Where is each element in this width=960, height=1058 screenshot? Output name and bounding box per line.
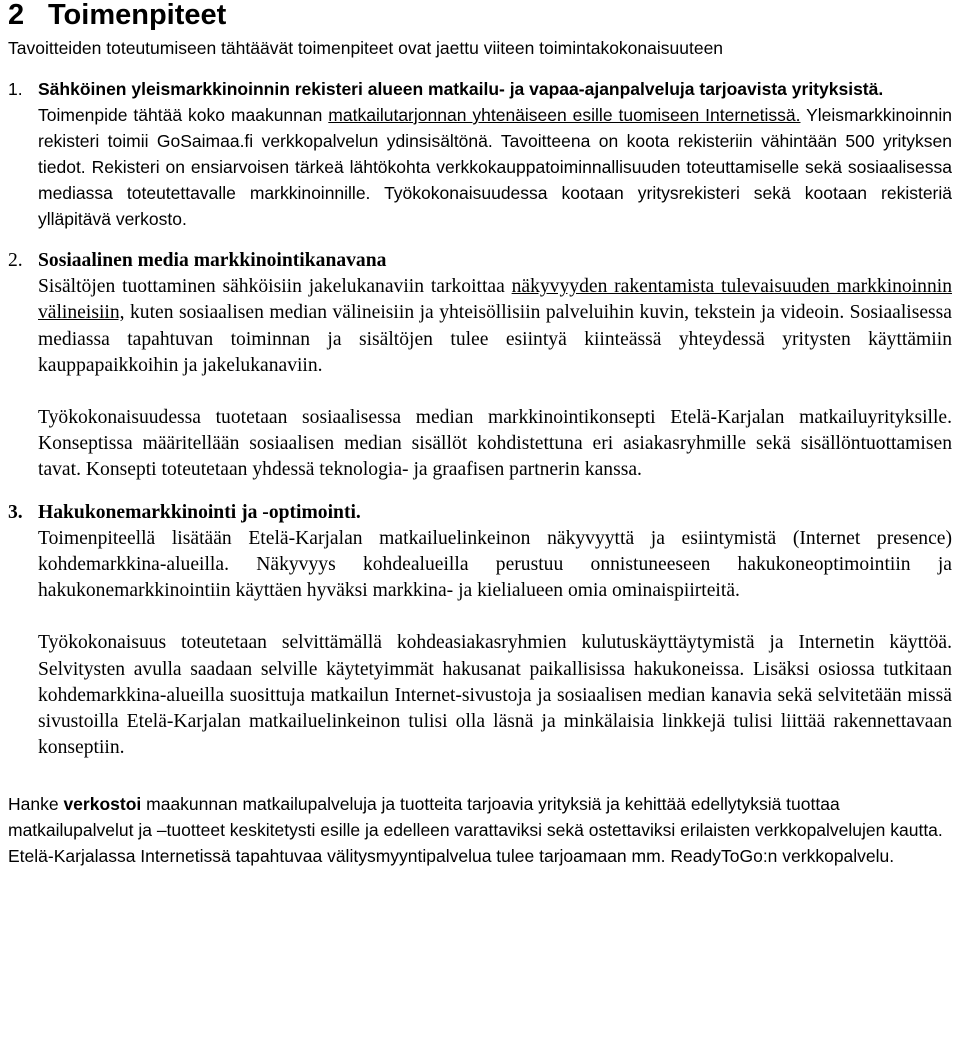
intro-text: Tavoitteiden toteutumiseen tähtäävät toimenpiteet ovat jaettu viiteen toimintakokonaisuuteen (8, 38, 724, 58)
item-2-title: Sosiaalinen media markkinointikanavana (38, 250, 387, 271)
item-1-text-b: Yleismarkkinoinnin rekisteri toimii GoSaimaa.fi verkkopalvelun ydinsisältönä. Tavoitteena on koota rekisteriin vähintään 500 yrityksen tiedot. Rekisteri on ensiarvoisen tärkeä lähtökohta verkkokauppatoiminnallisuuden toteuttamiselle sekä sosiaalisessa mediassa toteutettavalle markkinoinnille. Työkokonaisuudessa kootaan yritysrekisteri sekä kootaan rekisteriä ylläpitävä verkosto. (38, 105, 952, 229)
item-1-paragraph (38, 102, 952, 232)
item-2-text-b: kuten sosiaalisen median välineisiin ja yhteisöllisiin palveluihin kuvin, tekstein ja videoin. Sosiaalisessa mediassa tapahtuvan toiminnan ja sisältöjen tulee esiintyä kiinteässä yhteydessä yritysten käyttämiin kauppapaikkoihin ja jakelukanaviin. (38, 302, 952, 376)
item-3-paragraph-1: Toimenpiteellä lisätään Etelä-Karjalan matkailuelinkeinon näkyvyyttä ja esiintymistä (Internet presence) kohdemarkkina-alueilla. Näkyvyys kohdealueilla perustuu onnistuneeseen hakukoneoptimointiin ja hakukonemarkkinointiin käyttäen hyväksi markkina- ja kielialueen omia ominaispiirteitä. (38, 527, 952, 602)
final-bold: verkostoi (63, 794, 142, 815)
item-2-text-a: Sisältöjen tuottaminen sähköisiin jakelukanaviin tarkoittaa (38, 276, 512, 298)
final-paragraph (8, 791, 952, 869)
item-2-paragraph-2: Työkokonaisuudessa tuotetaan sosiaalisessa median markkinointikonsepti Etelä-Karjalan matkailuyrityksille. Konseptissa määritellään sosiaalisen median sisällöt kohdistettuna eri asiakasryhmille sekä sisällöntuottamisen tavat. Konsepti toteutetaan yhdessä teknologia- ja graafisen partnerin kanssa. (38, 407, 952, 481)
list-marker-1: 1. (8, 79, 23, 99)
list-item-1 (8, 76, 952, 232)
list-marker-2: 2. (8, 250, 23, 271)
list-item-2 (8, 248, 952, 484)
item-2-underlined: näkyvyyden rakentamista tulevaisuuden markkinoinnin välineisiin, (38, 276, 953, 324)
item-3-paragraph-2: Työkokonaisuus toteutetaan selvittämällä kohdeasiakasryhmien kulutuskäyttäytymistä ja Internetin käyttöä. Selvitysten avulla saadaan selville käytetyimmät hakusanat paikallisissa hakukoneissa. Lisäksi osiossa tutkitaan kohdemarkkina-alueilla suosittuja matkailun Internet-sivustoja ja sosiaalisen median kanavia sekä selvitetään missä sivustoilla Etelä-Karjalan matkailuelinkeinon tulisi olla läsnä ja minkälaisia linkkejä tulisi liittää rakennettavaan konseptiin. (38, 632, 952, 759)
item-3-title: Hakukonemarkkinointi ja -optimointi. (38, 501, 361, 523)
final-text-a: Hanke (8, 794, 64, 815)
list-item-3 (8, 500, 952, 762)
item-1-title: Sähköinen yleismarkkinoinnin rekisteri alueen matkailu- ja vapaa-ajanpalveluja tarjoavista yrityksistä. (38, 79, 884, 99)
final-text-b: maakunnan matkailupalveluja ja tuotteita tarjoavia yrityksiä ja kehittää edellytyksiä tuottaa matkailupalvelut ja –tuotteet keskitetysti esille ja edelleen varattaviksi sekä ostettaviksi erilaisten verkkopalvelujen kautta. Etelä-Karjalassa Internetissä tapahtuvaa välitysmyyntipalvelua tulee tarjoamaan mm. ReadyToGo:n verkkopalvelu. (8, 794, 943, 867)
section-number: 2 (8, 0, 25, 31)
item-1-text-a: Toimenpide tähtää koko maakunnan (38, 105, 329, 125)
item-2-paragraph-1 (38, 274, 952, 379)
section-heading (8, 0, 952, 30)
list-marker-3: 3. (8, 501, 23, 523)
section-title: Toimenpiteet (48, 0, 227, 31)
item-1-underlined: matkailutarjonnan yhtenäiseen esille tuomiseen Internetissä. (328, 105, 801, 125)
